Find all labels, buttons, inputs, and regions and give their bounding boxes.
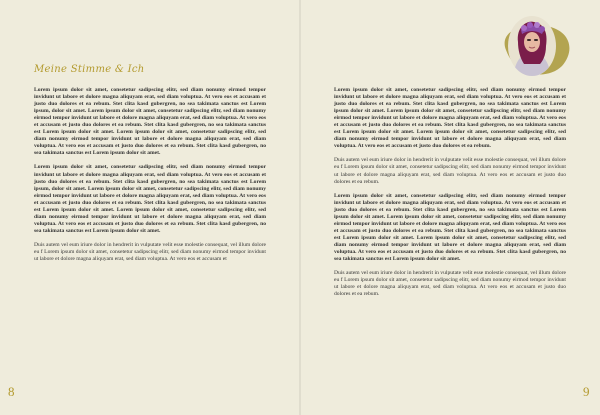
paragraph: Lorem ipsum dolor sit amet, consetetur sadipscing elitr, sed diam nonumy eirmod tempor invidunt ut labore et dolore magna aliquyam erat, sed diam voluptua. At vero eos et accusam et justo duo dolores et ea rebum. Stet clita kasd gubergren, no sea takimata sanctus est Lorem ipsum dolor sit amet. Lorem ipsum dolor sit amet, consetetur sadipscing elitr, sed diam nonumy eirmod tempor invidunt ut labore et dolore magna aliquyam erat, sed diam voluptua. At vero eos et accusam et justo duo dolores et ea rebum. Stet clita kasd gubergren, no sea takimata sanctus est Lorem ipsum dolor sit amet. Lorem ipsum dolor sit amet, consetetur sadipscing elitr, sed diam nonumy eirmod tempor invidunt ut labore et dolore magna aliquyam erat, sed diam voluptua. At vero eos et accusam et justo duo dolores et ea rebum. Stet clita kasd gubergren, no sea takimata sanctus est Lorem ipsum dolor sit amet.: [334, 192, 566, 263]
paragraph: Duis autem vel eum iriure dolor in hendrerit in vulputate velit esse molestie consequat, vel illum dolore eu f Lorem ipsum dolor sit amet, consetetur sadipscing elitr, sed diam nonumy eirmod tempor invidunt ut labore et dolore magna aliquyam erat, sed diam voluptua. At vero eos et accusam et: [34, 241, 266, 263]
page-number-left: 8: [8, 384, 15, 399]
paragraph: Lorem ipsum dolor sit amet, consetetur sadipscing elitr, sed diam nonumy eirmod tempor invidunt ut labore et dolore magna aliquyam erat, sed diam voluptua. At vero eos et accusam et justo duo dolores et ea rebum. Stet clita kasd gubergren, no sea takimata sanctus est Lorem ipsum, dolor sit amet. Lorem ipsum dolor sit amet, consetetur sadipscing elitr, sed diam nonumy eirmod tempor invidunt ut labore et dolore magna aliquyam erat, sed diam voluptua. At vero eos et accusam et justo duo dolores et ea rebum. Stet clita kasd gubergren, no sea takimata sanctus est Lorem ipsum dolor sit amet. Lorem ipsum dolor sit amet, consetetur sadipscing elitr, sed diam nonumy eirmod tempor invidunt ut labore et dolore magna aliquyam erat, sed diam voluptua. At vero eos et accusam et justo duo dolores et ea rebum. Stet clita kasd gubergren, no sea takimata sanctus est Lorem ipsum dolor sit amet.: [34, 164, 266, 234]
right-column: [334, 87, 566, 305]
page-number-right: 9: [583, 384, 590, 399]
paragraph: Duis autem vel eum iriure dolor in hendrerit in vulputate velit esse molestie consequat, vel illum dolore eu f Lorem ipsum dolor sit amet, consetetur sadipscing elitr, sed diam nonumy eirmod tempor invidunt ut labore et dolore magna aliquyam erat, sed diam voluptua. At vero eos et accusam et justo duo dolores et ea rebum.: [334, 157, 566, 185]
paragraph: Duis autem vel eum iriure dolor in hendrerit in vulputate velit esse molestie consequat, vel illum dolore eu f Lorem ipsum dolor sit amet, consetetur sadipscing elitr, sed diam nonumy eirmod tempor invidunt ut labore et dolore magna aliquyam erat, sed diam voluptua. At vero eos et accusam et justo duo dolores et ea rebum.: [334, 270, 566, 298]
left-column: [34, 87, 266, 270]
portrait-icon: [508, 16, 556, 76]
paragraph: Lorem ipsum dolor sit amet, consetetur sadipscing elitr, sed diam nonumy eirmod tempor invidunt ut labore et dolore magna aliquyam erat, sed diam voluptua. At vero eos et accusam et justo duo dolores et ea rebum. Stet clita kasd gubergren, no sea takimata sanctus est Lorem ipsum dolor sit amet. Lorem ipsum dolor sit amet, consetetur sadipscing elitr, sed diam nonumy eirmod tempor invidunt ut labore et dolore magna aliquyam erat, sed diam voluptua. At vero eos et accusam et justo duo dolores et ea rebum. Stet clita kasd gubergren, no sea takimata sanctus est Lorem ipsum dolor sit amet. Lorem ipsum dolor sit amet, consetetur sadipscing elitr, sed diam nonumy eirmod tempor invidunt ut labore et dolore magna aliquyam erat, sed diam voluptua. At vero eos et accusam et justo duo dolores et ea rebum.: [334, 87, 566, 150]
paragraph: Lorem ipsum dolor sit amet, consetetur sadipscing elitr, sed diam nonumy eirmod tempor invidunt ut labore et dolore magna aliquyam erat, sed diam voluptua. At vero eos et accusam et justo duo dolores et ea rebum. Stet clita kasd gubergren, no sea takimata sanctus est Lorem ipsum, dolor sit amet. Lorem ipsum dolor sit amet, consetetur sadipscing elitr, sed diam nonumy eirmod tempor invidunt ut labore et dolore magna aliquyam erat, sed diam voluptua. At vero eos et accusam et justo duo dolores et ea rebum. Stet clita kasd gubergren, no sea takimata sanctus est Lorem ipsum dolor sit amet. Lorem ipsum dolor sit amet, consetetur sadipscing elitr, sed diam nonumy eirmod tempor invidunt ut labore et dolore magna aliquyam erat, sed diam voluptua. At vero eos et accusam et justo duo dolores et ea rebum. Stet clita kasd gubergren, no sea takimata sanctus est Lorem ipsum dolor sit amet.: [34, 87, 266, 157]
page-title: Meine Stimme & Ich: [34, 64, 145, 75]
portrait-photo: [508, 16, 556, 76]
